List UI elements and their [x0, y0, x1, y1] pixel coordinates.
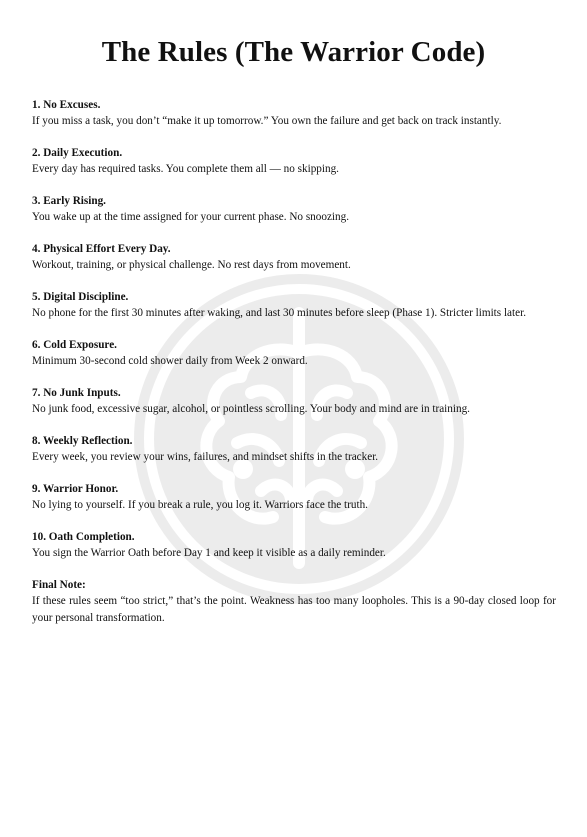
rule-item: [32, 289, 556, 322]
rule-item: [32, 433, 556, 466]
rule-item: [32, 481, 556, 514]
rule-heading: 4. Physical Effort Every Day.: [32, 243, 171, 255]
rule-heading: 7. No Junk Inputs.: [32, 387, 121, 399]
rules-list: [32, 97, 556, 642]
rule-body: No phone for the first 30 minutes after waking, and last 30 minutes before sleep (Phase 1). Stricter limits later.: [32, 307, 526, 319]
rule-heading: 3. Early Rising.: [32, 195, 106, 207]
rule-heading: 2. Daily Execution.: [32, 147, 123, 159]
rule-body: You wake up at the time assigned for your current phase. No snoozing.: [32, 211, 350, 223]
rule-body: Every day has required tasks. You complete them all — no skipping.: [32, 163, 339, 175]
rule-item: [32, 193, 556, 226]
rule-body: Every week, you review your wins, failures, and mindset shifts in the tracker.: [32, 451, 379, 463]
rule-body: Workout, training, or physical challenge. No rest days from movement.: [32, 259, 351, 271]
rule-heading: 8. Weekly Reflection.: [32, 435, 133, 447]
rule-item: [32, 241, 556, 274]
final-note-body: If these rules seem “too strict,” that’s the point. Weakness has too many loopholes. This is a 90-day closed loop for your personal transformation.: [32, 595, 556, 624]
rule-item: [32, 385, 556, 418]
rule-heading: 6. Cold Exposure.: [32, 339, 117, 351]
rule-body: If you miss a task, you don’t “make it up tomorrow.” You own the failure and get back on track instantly.: [32, 115, 502, 127]
rule-heading: 1. No Excuses.: [32, 99, 101, 111]
rule-body: Minimum 30-second cold shower daily from Week 2 onward.: [32, 355, 308, 367]
rule-body: You sign the Warrior Oath before Day 1 and keep it visible as a daily reminder.: [32, 547, 386, 559]
final-note: [32, 577, 556, 627]
rule-heading: 5. Digital Discipline.: [32, 291, 129, 303]
rule-heading: 9. Warrior Honor.: [32, 483, 119, 495]
document-title: The Rules (The Warrior Code): [101, 36, 486, 68]
rule-item: [32, 529, 556, 562]
rule-item: [32, 145, 556, 178]
rule-body: No lying to yourself. If you break a rule, you log it. Warriors face the truth.: [32, 499, 368, 511]
rule-body: No junk food, excessive sugar, alcohol, or pointless scrolling. Your body and mind are in training.: [32, 403, 470, 415]
rule-heading: 10. Oath Completion.: [32, 531, 135, 543]
rule-item: [32, 337, 556, 370]
final-note-heading: Final Note:: [32, 579, 86, 591]
rule-item: [32, 97, 556, 130]
